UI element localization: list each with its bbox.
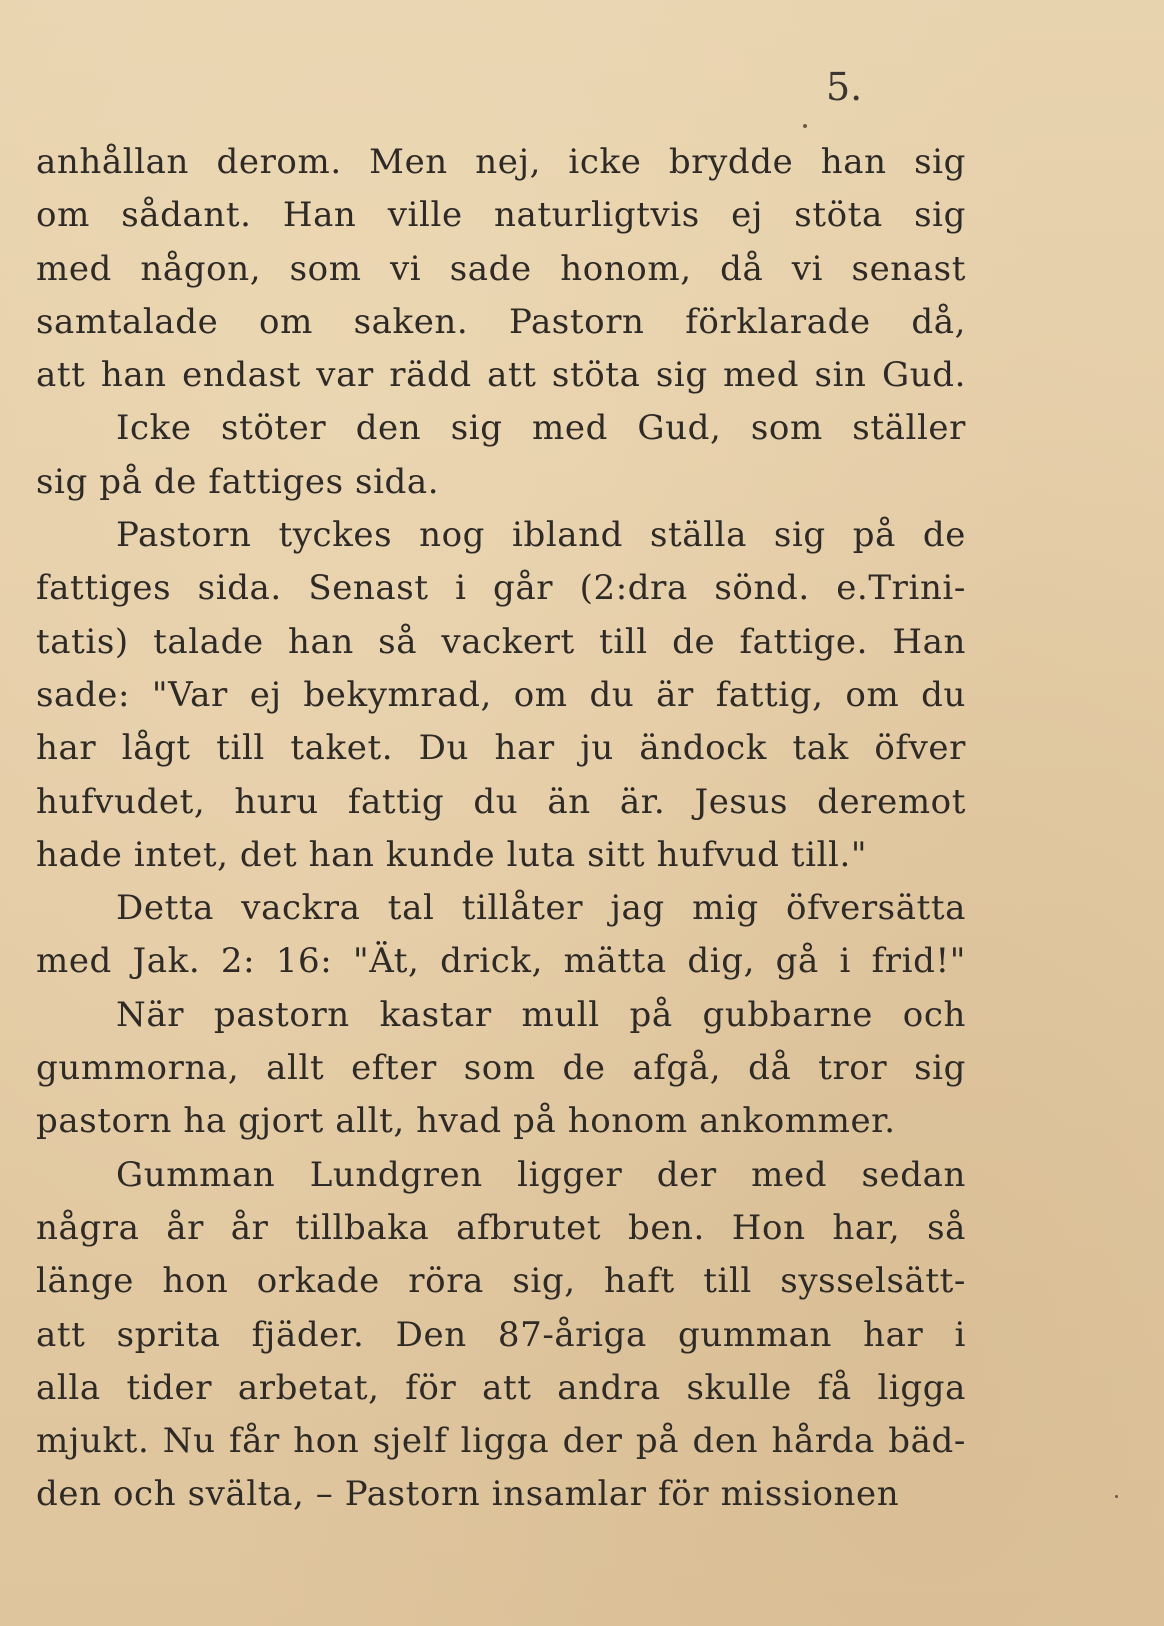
text-line: Pastorn tyckes nog ibland ställa sig på de (116, 515, 966, 556)
text-line: med Jak. 2: 16: "Ät, drick, mätta dig, gå i frid!" (36, 941, 966, 982)
text-line: den och svälta, – Pastorn insamlar för missionen (36, 1474, 900, 1515)
text-line: mjukt. Nu får hon sjelf ligga der på den hårda bäd- (36, 1421, 966, 1462)
text-line: sig på de fattiges sida. (36, 461, 440, 502)
text-line: om sådant. Han ville naturligtvis ej stöta sig (36, 195, 966, 236)
text-line: När pastorn kastar mull på gubbarne och (116, 994, 966, 1035)
text-line: att han endast var rädd att stöta sig med sin Gud. (36, 355, 966, 396)
body-text (36, 136, 966, 1522)
text-line: alla tider arbetat, för att andra skulle få ligga (36, 1367, 966, 1408)
text-line: har lågt till taket. Du har ju ändock tak öfver (36, 728, 966, 769)
paper-speck (803, 124, 807, 128)
text-line: samtalade om saken. Pastorn förklarade då, (36, 301, 966, 342)
text-line: tatis) talade han så vackert till de fattige. Han (36, 621, 966, 662)
text-line: med någon, som vi sade honom, då vi senast (36, 248, 966, 289)
text-line: pastorn ha gjort allt, hvad på honom ankommer. (36, 1101, 896, 1142)
text-line: hade intet, det han kunde luta sitt hufvud till." (36, 834, 868, 875)
text-line: fattiges sida. Senast i går (2:dra sönd. e.Trini- (36, 568, 966, 609)
page-number: 5. (826, 65, 863, 109)
text-line: Icke stöter den sig med Gud, som ställer (116, 408, 966, 449)
text-line: sade: "Var ej bekymrad, om du är fattig, om du (36, 674, 966, 715)
text-line: Detta vackra tal tillåter jag mig öfversätta (116, 888, 966, 929)
text-line: gummorna, allt efter som de afgå, då tror sig (36, 1048, 966, 1089)
text-line: hufvudet, huru fattig du än är. Jesus deremot (36, 781, 966, 822)
paper-speck (1115, 1495, 1118, 1498)
text-line: länge hon orkade röra sig, haft till sysselsätt- (36, 1261, 966, 1302)
text-line: några år år tillbaka afbrutet ben. Hon har, så (36, 1207, 966, 1248)
text-line: att sprita fjäder. Den 87-åriga gumman har i (36, 1314, 966, 1355)
text-line: Gumman Lundgren ligger der med sedan (116, 1154, 966, 1195)
text-line: anhållan derom. Men nej, icke brydde han sig (36, 142, 966, 182)
